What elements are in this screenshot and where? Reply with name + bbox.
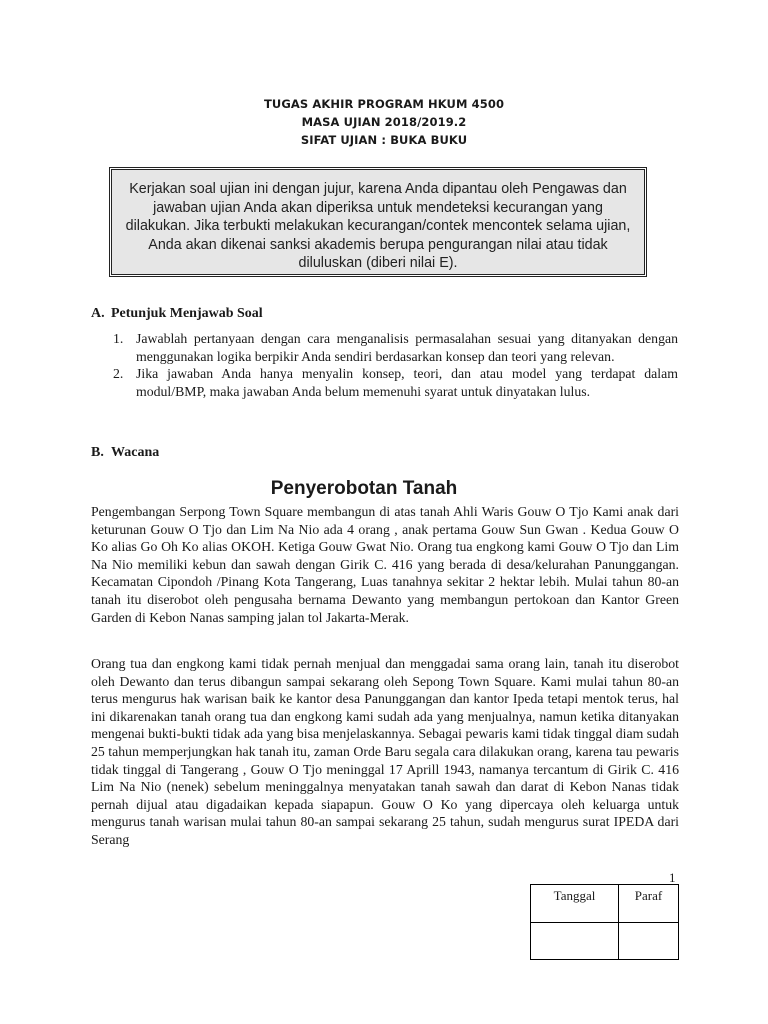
sign-column-initials: Paraf — [619, 885, 679, 923]
section-b-heading — [91, 444, 159, 462]
section-b-letter: B. — [91, 445, 104, 460]
section-a-heading — [91, 305, 263, 323]
list-item-text: Jawablah pertanyaan dengan cara menganalisis permasalahan sesuai yang ditanyakan dengan menggunakan logika berpikir Anda sendiri berdasarkan konsep dan teori yang relevan. — [136, 331, 678, 364]
article-paragraph: Pengembangan Serpong Town Square membangun di atas tanah Ahli Waris Gouw O Tjo Kami anak dari keturunan Gouw O Tjo dan Lim Na Nio ada 4 orang , anak pertama Gouw Sun Gwan . Kedua Gouw O Ko alias Go Oh Ko alias OKOH. Ketiga Gouw Gwat Nio. Orang tua engkong kami Gouw O Tjo dan Lim Na Nio memiliki kebun dan sawah dengan Girik C. 416 yang berada di desa/kelurahan Panunggangan. Kecamatan Cipondoh /Pinang Kota Tangerang, Luas tanahnya sekitar 2 hektar lebih. Mulai tahun 80-an tanah itu diserobot oleh pengusaha bernama Dewanto yang membangun pertokoan dan Kantor Green Garden di Kebon Nanas samping jalan tol Jakarta-Merak. — [91, 504, 679, 625]
header-period: MASA UJIAN 2018/2019.2 — [301, 115, 467, 129]
sign-cell-date — [531, 923, 619, 960]
list-item-number: 2. — [113, 366, 124, 382]
header-program: TUGAS AKHIR PROGRAM HKUM 4500 — [263, 97, 505, 111]
integrity-notice-box — [111, 169, 645, 275]
section-b-title: Wacana — [111, 445, 160, 460]
list-item — [113, 365, 678, 400]
signature-table — [530, 884, 679, 960]
header-exam-type: SIFAT UJIAN : BUKA BUKU — [300, 133, 468, 147]
section-a-letter: A. — [91, 306, 105, 321]
article-title: Penyerobotan Tanah — [270, 478, 458, 499]
exam-header — [0, 95, 768, 149]
article-paragraph: Orang tua dan engkong kami tidak pernah menjual dan menggadai sama orang lain, tanah itu diserobot oleh Dewanto dan terus dibangun sampai sekarang oleh Sepong Town Square. Kami mulai tahun 80-an terus mengurus hak warisan baik ke kantor desa Panunggangan dan kantor Ipeda tetapi mentok terus, hal ini dikarenakan tanah orang tua dan engkong kami sudah ada yang menjualnya, namun ketika ditanyakan mengenai bukti-bukti tidak ada yang bisa menjelaskannya. Sebagai pewaris kami tidak tinggal diam sudah 25 tahun memperjungkan hak tanah itu, zaman Orde Baru segala cara dilakukan orang, karena tau pewaris tidak tinggal di Tangerang , Gouw O Tjo meninggal 17 Aprill 1943, namanya tercantum di Girik C. 416 Lim Na Nio (nenek) sebelum meninggalnya menyatakan tanah sawah dan darat di Kebon Nanas tidak pernah dijual atau digadaikan kepada siapapun. Gouw O Ko yang dipercaya oleh keluarga untuk mengurus tanah warisan mulai tahun 80-an sampai sekarang 25 tahun, sudah mengurus surat IPEDA dari Serang — [91, 656, 679, 847]
list-item-number: 1. — [113, 331, 124, 346]
section-a-title: Petunjuk Menjawab Soal — [111, 306, 263, 321]
list-item — [113, 330, 678, 365]
list-item-text: Jika jawaban Anda hanya menyalin konsep, teori, dan atau model yang terdapat dalam modul/BMP, maka jawaban Anda belum memenuhi syarat untuk dinyatakan lulus. — [136, 366, 678, 399]
sign-cell-initials — [619, 923, 679, 960]
sign-column-date: Tanggal — [531, 885, 619, 923]
integrity-notice-text: Kerjakan soal ujian ini dengan jujur, karena Anda dipantau oleh Pengawas dan jawaban ujian Anda akan diperiksa untuk mendeteksi kecurangan yang dilakukan. Jika terbukti melakukan kecurangan/contek mencontek selama ujian, Anda akan dikenai sanksi akademis berupa pengurangan nilai atau tidak diluluskan (diberi nilai E). — [125, 181, 631, 271]
instructions-list — [113, 330, 678, 400]
page-number: 1 — [669, 870, 676, 885]
